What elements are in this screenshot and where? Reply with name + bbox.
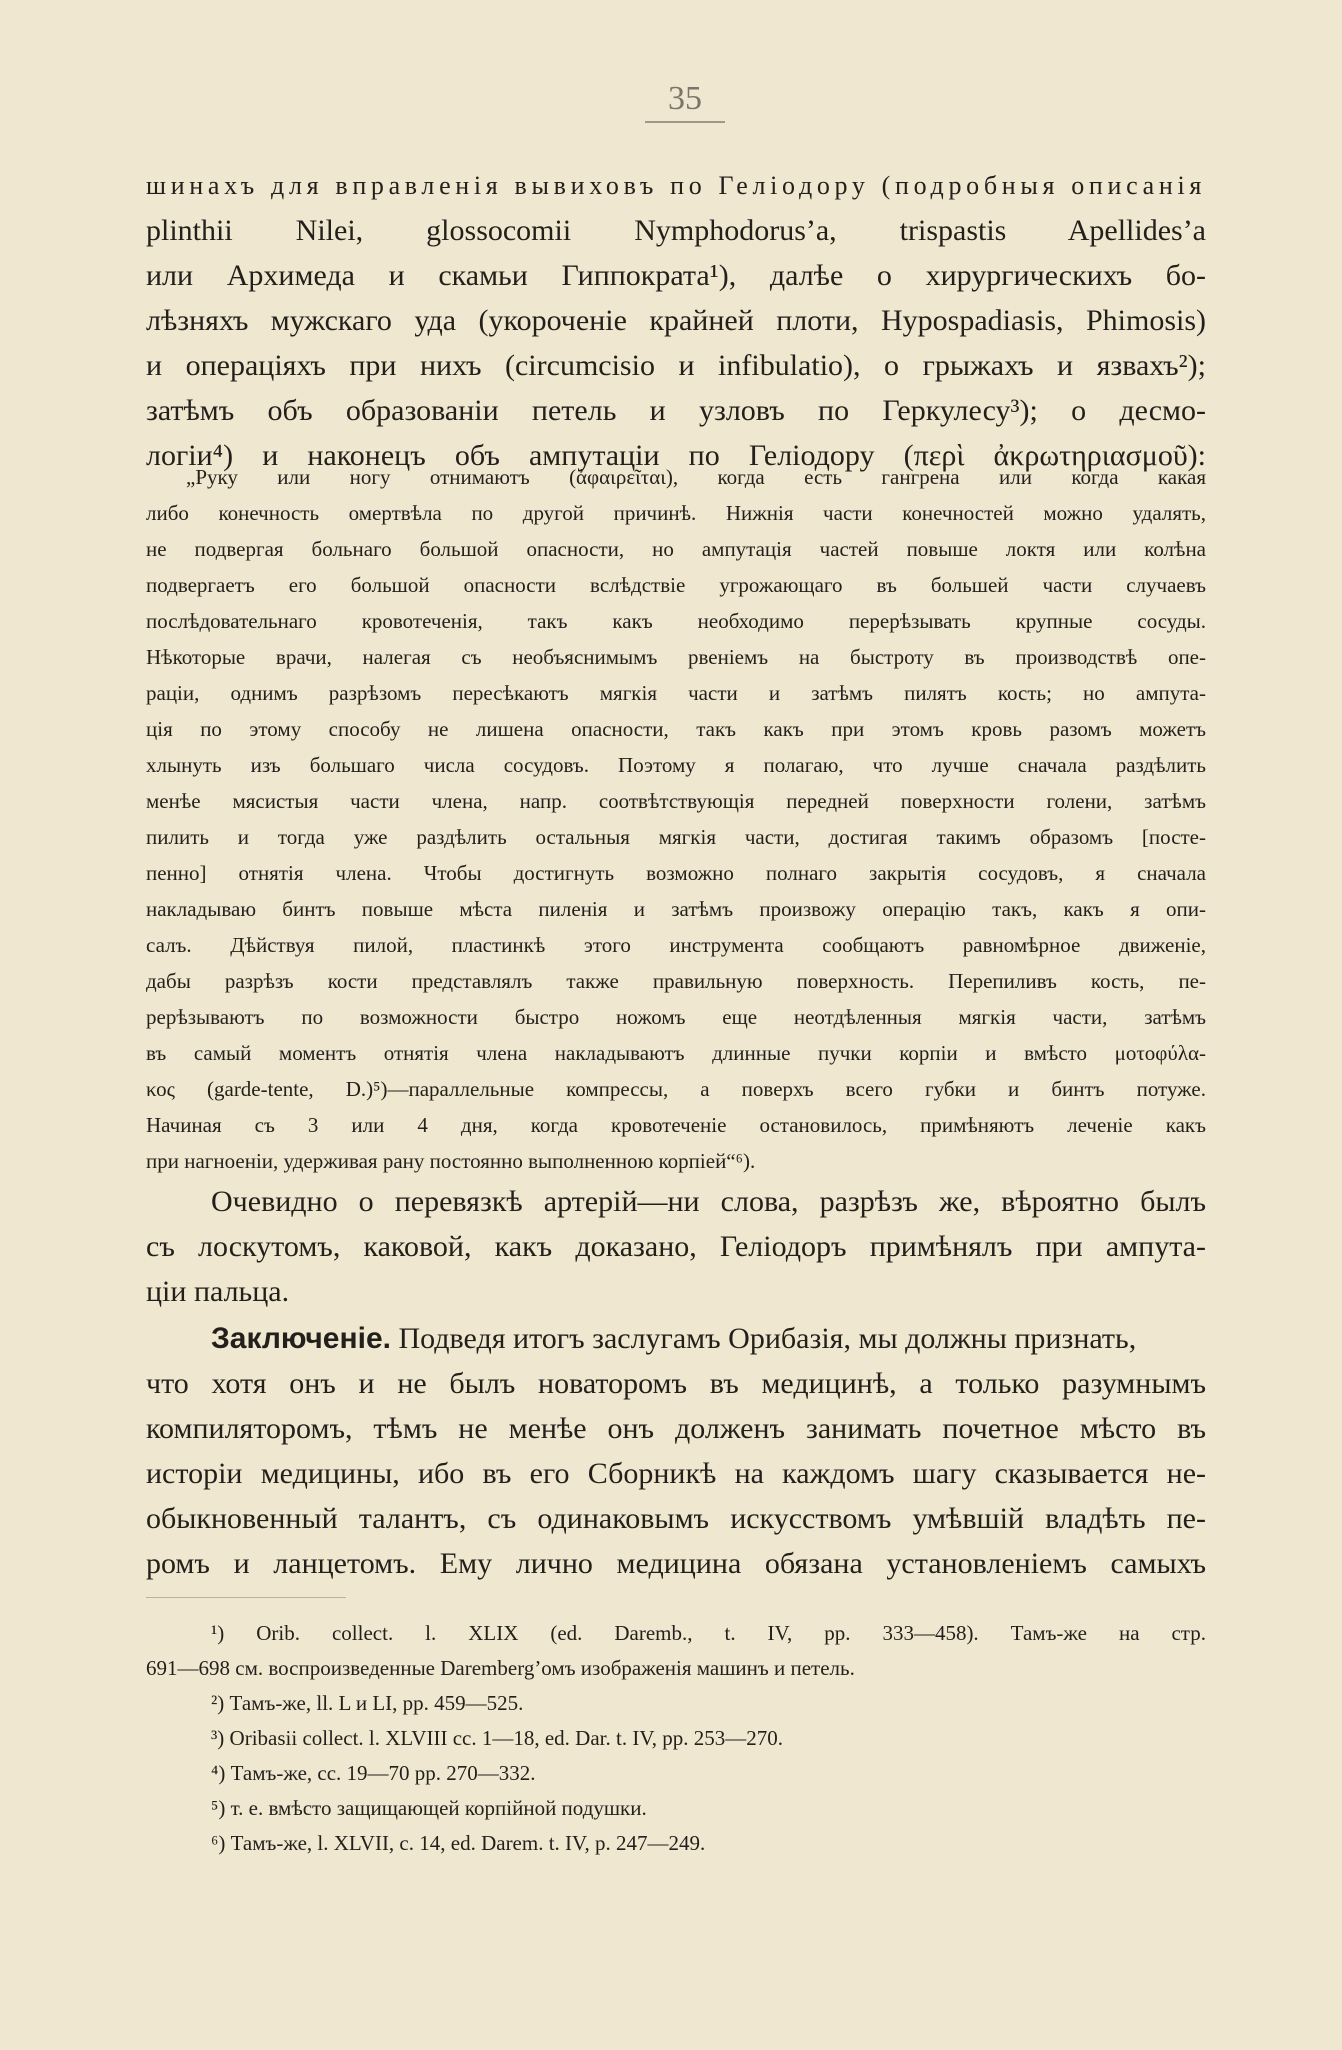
quote-line: хлынуть изъ большаго числа сосудовъ. Поэтому я полагаю, что лучше сначала раздѣлить xyxy=(146,753,1206,777)
quote-line: салъ. Дѣйствуя пилой, пластинкѣ этого инструмента сообщаютъ равномѣрное движеніе, xyxy=(146,933,1206,957)
conclusion-line: ромъ и ланцетомъ. Ему лично медицина обязана установленіемъ самыхъ xyxy=(146,1547,1206,1580)
footnote-divider xyxy=(146,1597,346,1598)
main-line: или Архимеда и скамьи Гиппократа¹), далѣе о хирургическихъ бо- xyxy=(146,259,1206,292)
main-line: затѣмъ объ образованіи петель и узловъ по Геркулесу³); о десмо- xyxy=(146,394,1206,427)
quote-line: Нѣкоторые врачи, налегая съ необъяснимымъ рвеніемъ на быстроту въ производствѣ опе- xyxy=(146,645,1206,669)
main-line: plinthii Nilei, glossocomii Nymphodorus’a, trispastis Apellides’a xyxy=(146,214,1206,247)
conclusion-line: обыкновенный талантъ, съ одинаковымъ искусствомъ умѣвшій владѣть пе- xyxy=(146,1502,1206,1535)
quote-line: „Руку или ногу отнимаютъ (ἀφαιρεῖται), когда есть гангрена или когда какая xyxy=(186,465,1206,489)
paragraph-line: ціи пальца. xyxy=(146,1275,290,1308)
main-line: логіи⁴) и наконецъ объ ампутаціи по Геліодору (περὶ ἀκρωτηριασμοῦ): xyxy=(146,439,1206,472)
quote-line: Начиная съ 3 или 4 дня, когда кровотеченіе остановилось, примѣняютъ леченіе какъ xyxy=(146,1113,1206,1137)
conclusion-heading: Заключеніе. xyxy=(211,1322,391,1355)
conclusion-line: исторіи медицины, ибо въ его Сборникѣ на каждомъ шагу сказывается не- xyxy=(146,1457,1206,1490)
quote-line: не подвергая больнаго большой опасности, но ампутація частей повыше локтя или колѣна xyxy=(146,537,1206,561)
quote-line: κος (garde-tente, D.)⁵)—параллельные компрессы, а поверхъ всего губки и бинтъ потуже. xyxy=(146,1077,1206,1101)
conclusion-first-line xyxy=(211,1317,1206,1361)
footnote: ¹) Orib. collect. l. XLIX (ed. Daremb., t. IV, pp. 333—458). Тамъ-же на стр. xyxy=(211,1621,1206,1645)
main-line: лѣзняхъ мужскаго уда (укороченіе крайней плоти, Hypospadiasis, Phimosis) xyxy=(146,304,1206,337)
footnote: 691—698 см. воспроизведенные Daremberg’омъ изображенія машинъ и петель. xyxy=(146,1656,855,1680)
quote-line: рерѣзываютъ по возможности быстро ножомъ еще неотдѣленныя мягкія части, затѣмъ xyxy=(146,1005,1206,1029)
paragraph-line: Очевидно о перевязкѣ артерій—ни слова, разрѣзъ же, вѣроятно былъ xyxy=(211,1185,1206,1218)
quote-line: пенно] отнятія члена. Чтобы достигнуть возможно полнаго закрытія сосудовъ, я сначала xyxy=(146,861,1206,885)
quote-line: раціи, однимъ разрѣзомъ пересѣкаютъ мягкія части и затѣмъ пилятъ кость; но ампута- xyxy=(146,681,1206,705)
quote-line: въ самый моментъ отнятія члена накладываютъ длинные пучки корпіи и вмѣсто μοτοφύλα- xyxy=(146,1041,1206,1065)
conclusion-line: компиляторомъ, тѣмъ не менѣе онъ долженъ занимать почетное мѣсто въ xyxy=(146,1412,1206,1445)
quote-line: при нагноеніи, удерживая рану постоянно выполненною корпіей“⁶). xyxy=(146,1149,756,1173)
page-number: 35 xyxy=(668,80,702,117)
quote-line: ція по этому способу не лишена опасности, такъ какъ при этомъ кровь разомъ можетъ xyxy=(146,717,1206,741)
quote-line: послѣдовательнаго кровотеченія, такъ какъ необходимо перерѣзывать крупные сосуды. xyxy=(146,609,1206,633)
quote-line: накладываю бинтъ повыше мѣста пиленія и затѣмъ произвожу операцію такъ, какъ я опи- xyxy=(146,897,1206,921)
quote-line: пилить и тогда уже раздѣлить остальныя мягкія части, достигая такимъ образомъ [посте- xyxy=(146,825,1206,849)
footnote: ²) Тамъ-же, ll. L и LI, pp. 459—525. xyxy=(211,1691,524,1715)
footnote: ⁶) Тамъ-же, l. XLVII, c. 14, ed. Darem. t. IV, p. 247—249. xyxy=(211,1831,706,1855)
conclusion-line: Подведя итогъ заслугамъ Орибазія, мы должны признать, xyxy=(390,1322,1137,1355)
quote-line: менѣе мясистыя части члена, напр. соотвѣтствующія передней поверхности голени, затѣмъ xyxy=(146,789,1206,813)
quote-line: подвергаетъ его большой опасности вслѣдствіе угрожающаго въ большей части случаевъ xyxy=(146,573,1206,597)
main-line: и операціяхъ при нихъ (circumcisio и infibulatio), о грыжахъ и язвахъ²); xyxy=(146,349,1206,382)
paragraph-line: съ лоскутомъ, каковой, какъ доказано, Геліодоръ примѣнялъ при ампута- xyxy=(146,1230,1206,1263)
footnote: ⁵) т. е. вмѣсто защищающей корпійной подушки. xyxy=(211,1796,647,1820)
footnote: ⁴) Тамъ-же, cc. 19—70 pp. 270—332. xyxy=(211,1761,536,1785)
footnote: ³) Oribasii collect. l. XLVIII cc. 1—18, ed. Dar. t. IV, pp. 253—270. xyxy=(211,1726,784,1750)
quote-line: дабы разрѣзъ кости представлялъ также правильную поверхность. Перепиливъ кость, пе- xyxy=(146,969,1206,993)
page-number-rule xyxy=(645,121,725,123)
quote-line: либо конечность омертвѣла по другой причинѣ. Нижнія части конечностей можно удалять, xyxy=(146,501,1206,525)
conclusion-line: что хотя онъ и не былъ новаторомъ въ медицинѣ, а только разумнымъ xyxy=(146,1367,1206,1400)
main-line: шинахъ для вправленія вывиховъ по Геліодору (подробныя описанія xyxy=(146,171,1206,200)
